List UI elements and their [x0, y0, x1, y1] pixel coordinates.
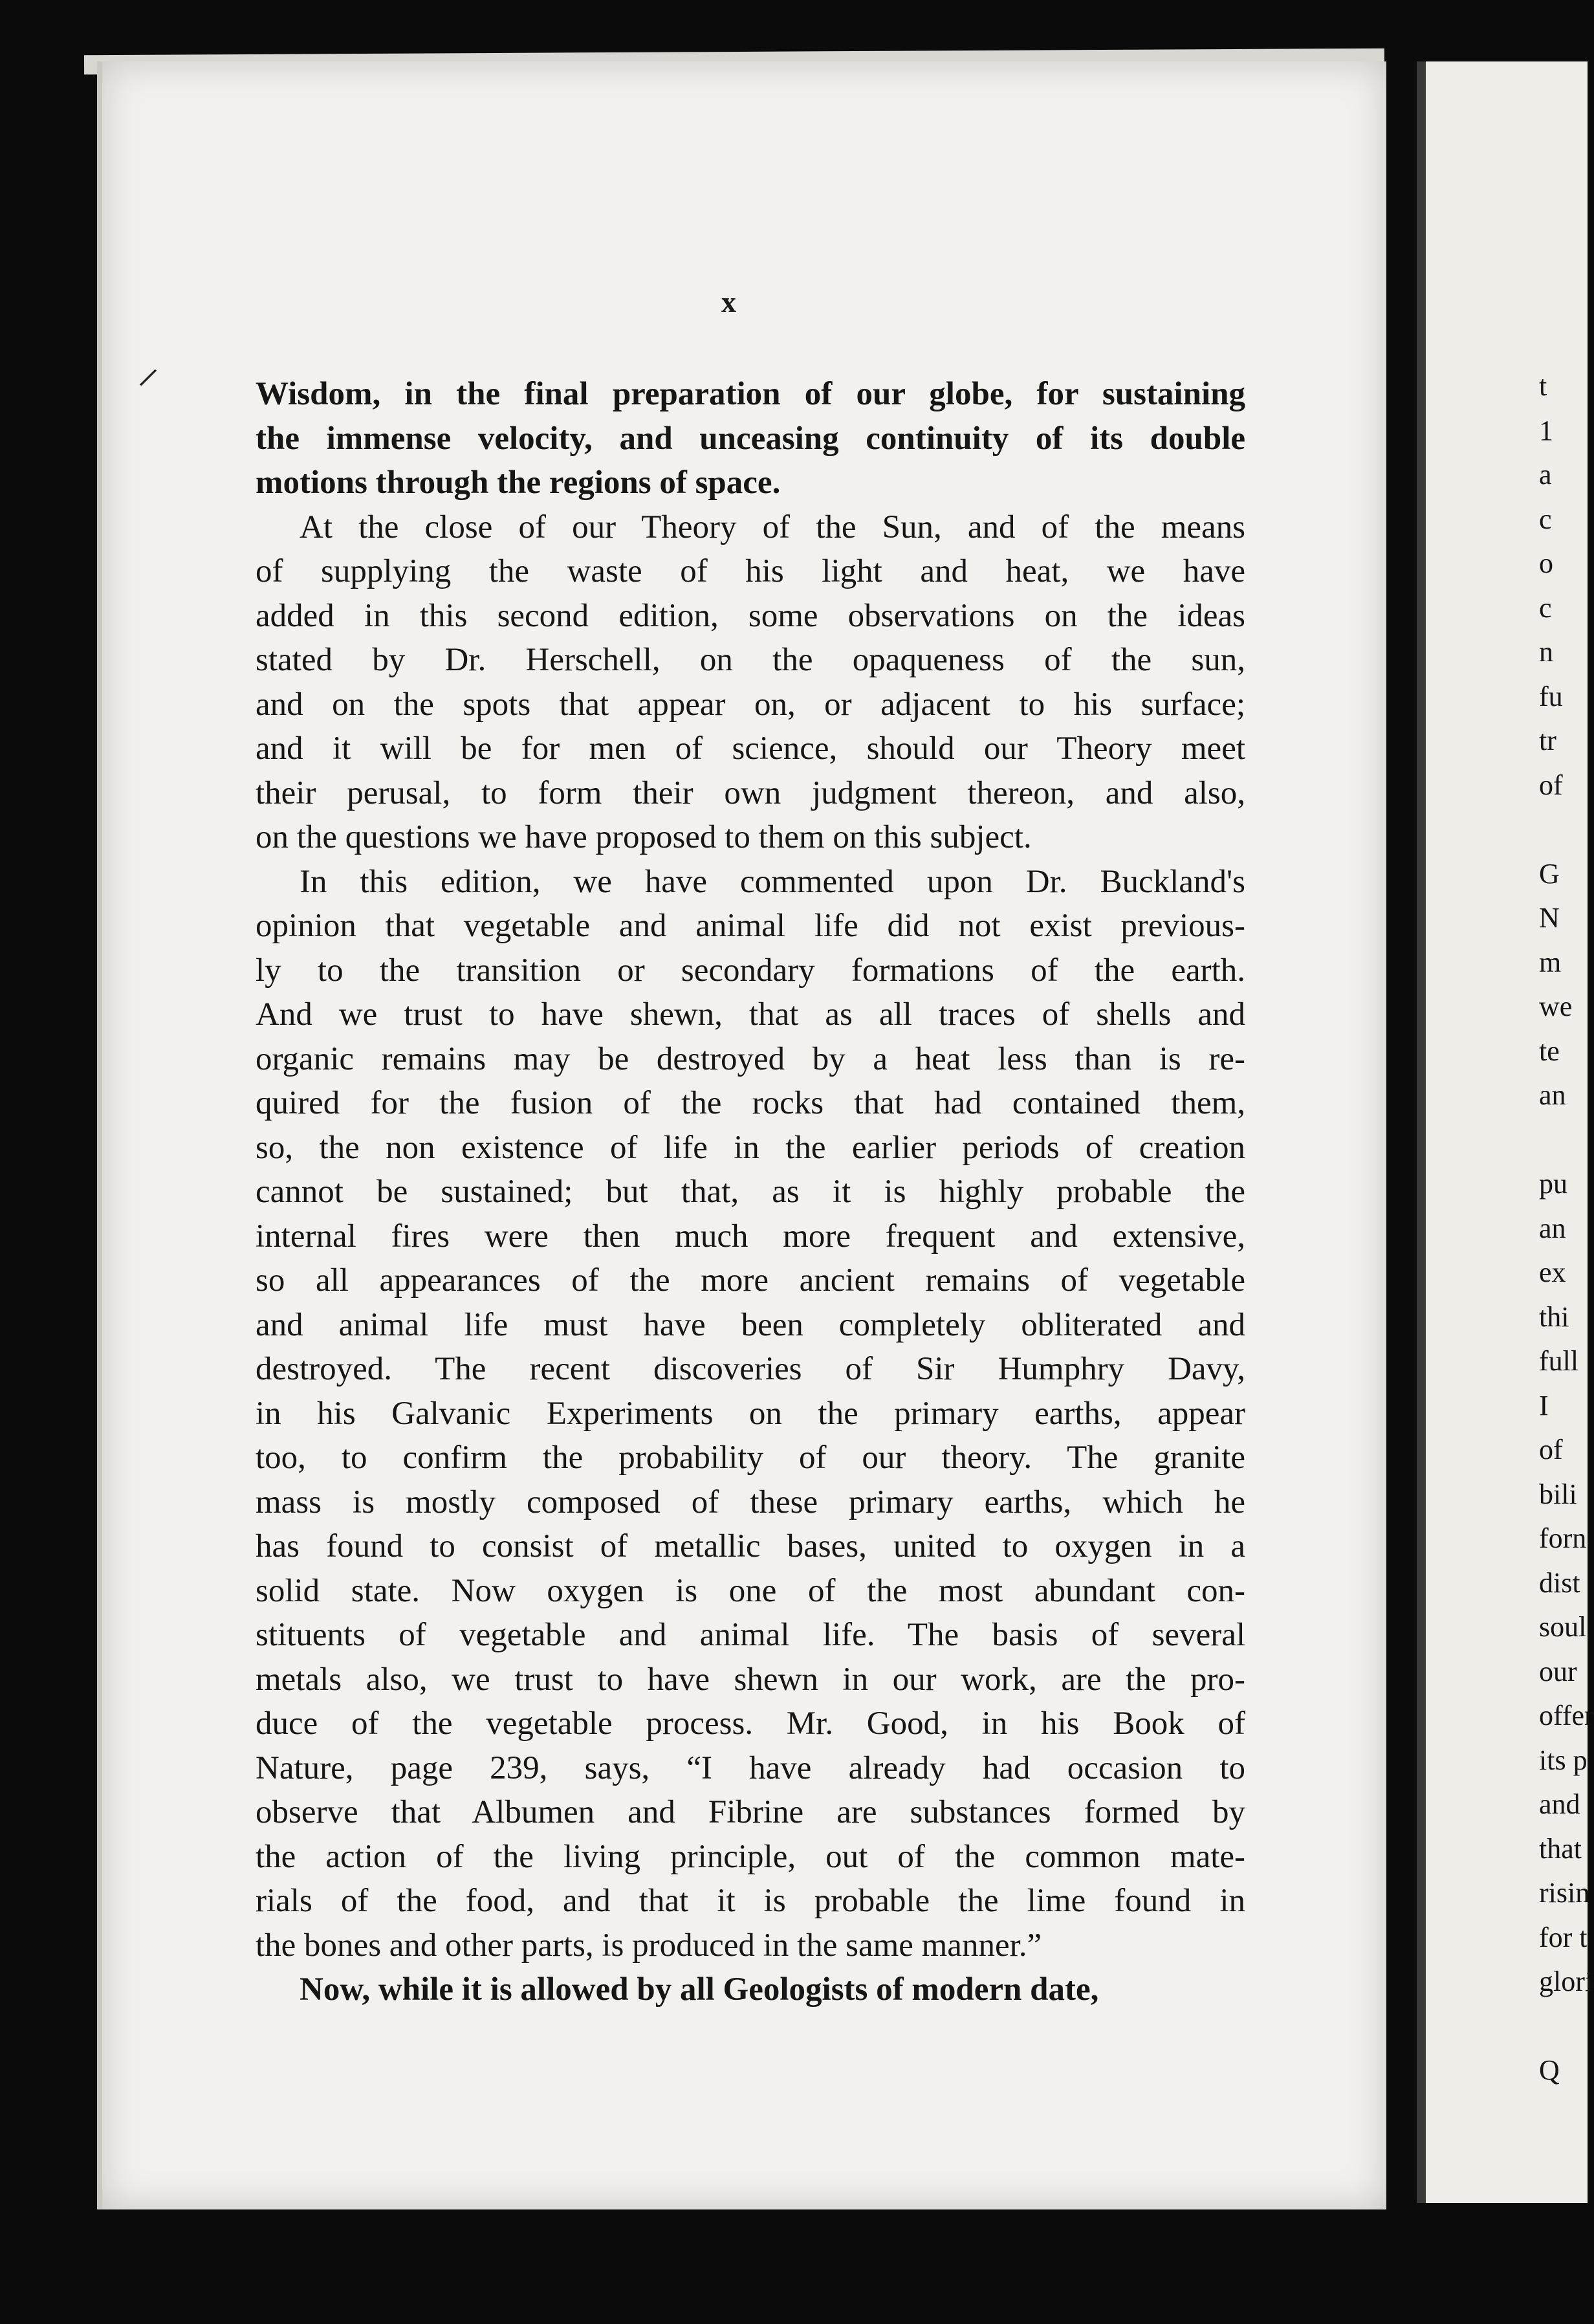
facing-page-fragment: bili [1539, 1478, 1577, 1510]
text-line: mass is mostly composed of these primary earths, which he [256, 1484, 1245, 1520]
text-line: Nature, page 239, says, “I have already had occasion to [256, 1749, 1245, 1786]
text-line: too, to confirm the probability of our theory. The granite [256, 1440, 1245, 1476]
facing-page-fragment: and [1539, 1788, 1580, 1820]
facing-page-fragment: for t [1539, 1921, 1588, 1953]
text-line: so all appearances of the more ancient remains of vegetable [256, 1262, 1245, 1299]
text-line: in his Galvanic Experiments on the primary earths, appear [256, 1395, 1245, 1432]
facing-page-fragment: tr [1539, 725, 1556, 756]
text-line: metals also, we trust to have shewn in our work, are the pro- [256, 1661, 1245, 1698]
text-line: Now, while it is allowed by all Geologists of modern date, [300, 1971, 1099, 2008]
text-line: and it will be for men of science, should our Theory meet [256, 730, 1245, 767]
text-line: the bones and other parts, is produced in the same manner.” [256, 1927, 1042, 1964]
facing-page-fragment: glori [1539, 1966, 1593, 1997]
facing-page-fragment: we [1539, 991, 1573, 1022]
text-line: cannot be sustained; but that, as it is highly probable the [256, 1174, 1245, 1210]
facing-page-fragment: of [1539, 1434, 1563, 1465]
text-line: Wisdom, in the final preparation of our globe, for sustaining [256, 376, 1245, 412]
facing-page-fragment: I [1539, 1389, 1549, 1421]
text-line: observe that Albumen and Fibrine are substances formed by [256, 1794, 1245, 1830]
text-line: and on the spots that appear on, or adjacent to his surface; [256, 686, 1245, 723]
facing-page-fragment: te [1539, 1035, 1560, 1067]
text-line: At the close of our Theory of the Sun, and of the means [300, 509, 1245, 545]
facing-page-fragment: n [1539, 636, 1553, 668]
facing-page-fragment: our [1539, 1655, 1577, 1687]
text-line: In this edition, we have commented upon Dr. Buckland's [300, 863, 1245, 900]
facing-page-fragment: G [1539, 857, 1560, 890]
facing-page-fragment: soul [1539, 1611, 1587, 1643]
text-line: on the questions we have proposed to them on this subject. [256, 819, 1032, 855]
text-line: motions through the regions of space. [256, 465, 781, 501]
text-line: the action of the living principle, out of the common mate- [256, 1838, 1245, 1875]
facing-page-fragment: that [1539, 1832, 1582, 1865]
facing-page-fragment: its p [1539, 1744, 1588, 1776]
facing-page-fragment: o [1539, 547, 1553, 579]
text-line: and animal life must have been completely obliterated and [256, 1306, 1245, 1343]
facing-page-fragment: ex [1539, 1256, 1566, 1288]
text-line: destroyed. The recent discoveries of Sir Humphry Davy, [256, 1351, 1245, 1387]
text-line: stated by Dr. Herschell, on the opaqueness of the sun, [256, 642, 1245, 678]
facing-page-fragment: an [1539, 1212, 1566, 1244]
body-text [256, 372, 1245, 2012]
facing-page-fragment: offer [1539, 1700, 1594, 1731]
facing-page-fragment: of [1539, 769, 1563, 801]
text-line: has found to consist of metallic bases, united to oxygen in a [256, 1528, 1245, 1564]
facing-page-fragment: thi [1539, 1300, 1569, 1333]
facing-page-fragment: an [1539, 1079, 1566, 1111]
margin-tick-mark: / [136, 362, 159, 394]
text-line: internal fires were then much more frequent and extensive, [256, 1218, 1245, 1255]
facing-page [1417, 61, 1594, 2203]
text-line: ly to the transition or secondary formations of the earth. [256, 952, 1245, 989]
facing-page-fragment: t [1539, 370, 1547, 402]
facing-page-fragment: pu [1539, 1168, 1567, 1200]
text-line: of supplying the waste of his light and heat, we have [256, 553, 1245, 589]
text-line: duce of the vegetable process. Mr. Good, in his Book of [256, 1705, 1245, 1742]
facing-page-fragment: c [1539, 503, 1552, 535]
text-line: opinion that vegetable and animal life did not exist previous- [256, 908, 1245, 944]
text-line: solid state. Now oxygen is one of the most abundant con- [256, 1572, 1245, 1609]
facing-page-fragment: dist [1539, 1566, 1580, 1599]
text-line: added in this second edition, some observations on the ideas [256, 597, 1245, 634]
facing-page-fragment: 1 [1539, 414, 1553, 446]
facing-page-fragment: fu [1539, 680, 1563, 712]
facing-page-fragment: risin [1539, 1877, 1590, 1909]
facing-page-fragment: c [1539, 591, 1552, 624]
facing-page-fragment: m [1539, 946, 1562, 978]
text-line: their perusal, to form their own judgment thereon, and also, [256, 774, 1245, 811]
page-number: x [721, 285, 736, 318]
facing-page-fragment: forn [1539, 1522, 1587, 1554]
facing-page-fragment: Q [1539, 2054, 1560, 2086]
facing-page-fragment: a [1539, 459, 1552, 490]
facing-page-fragment: full [1539, 1345, 1579, 1377]
text-line: rials of the food, and that it is probable the lime found in [256, 1883, 1245, 1919]
text-line: so, the non existence of life in the earlier periods of creation [256, 1129, 1245, 1166]
facing-page-fragment: N [1539, 902, 1560, 934]
text-line: the immense velocity, and unceasing continuity of its double [256, 420, 1245, 457]
text-line: stituents of vegetable and animal life. The basis of several [256, 1617, 1245, 1653]
text-line: organic remains may be destroyed by a heat less than is re- [256, 1040, 1245, 1077]
text-line: And we trust to have shewn, that as all traces of shells and [256, 996, 1245, 1033]
text-line: quired for the fusion of the rocks that had contained them, [256, 1085, 1245, 1121]
